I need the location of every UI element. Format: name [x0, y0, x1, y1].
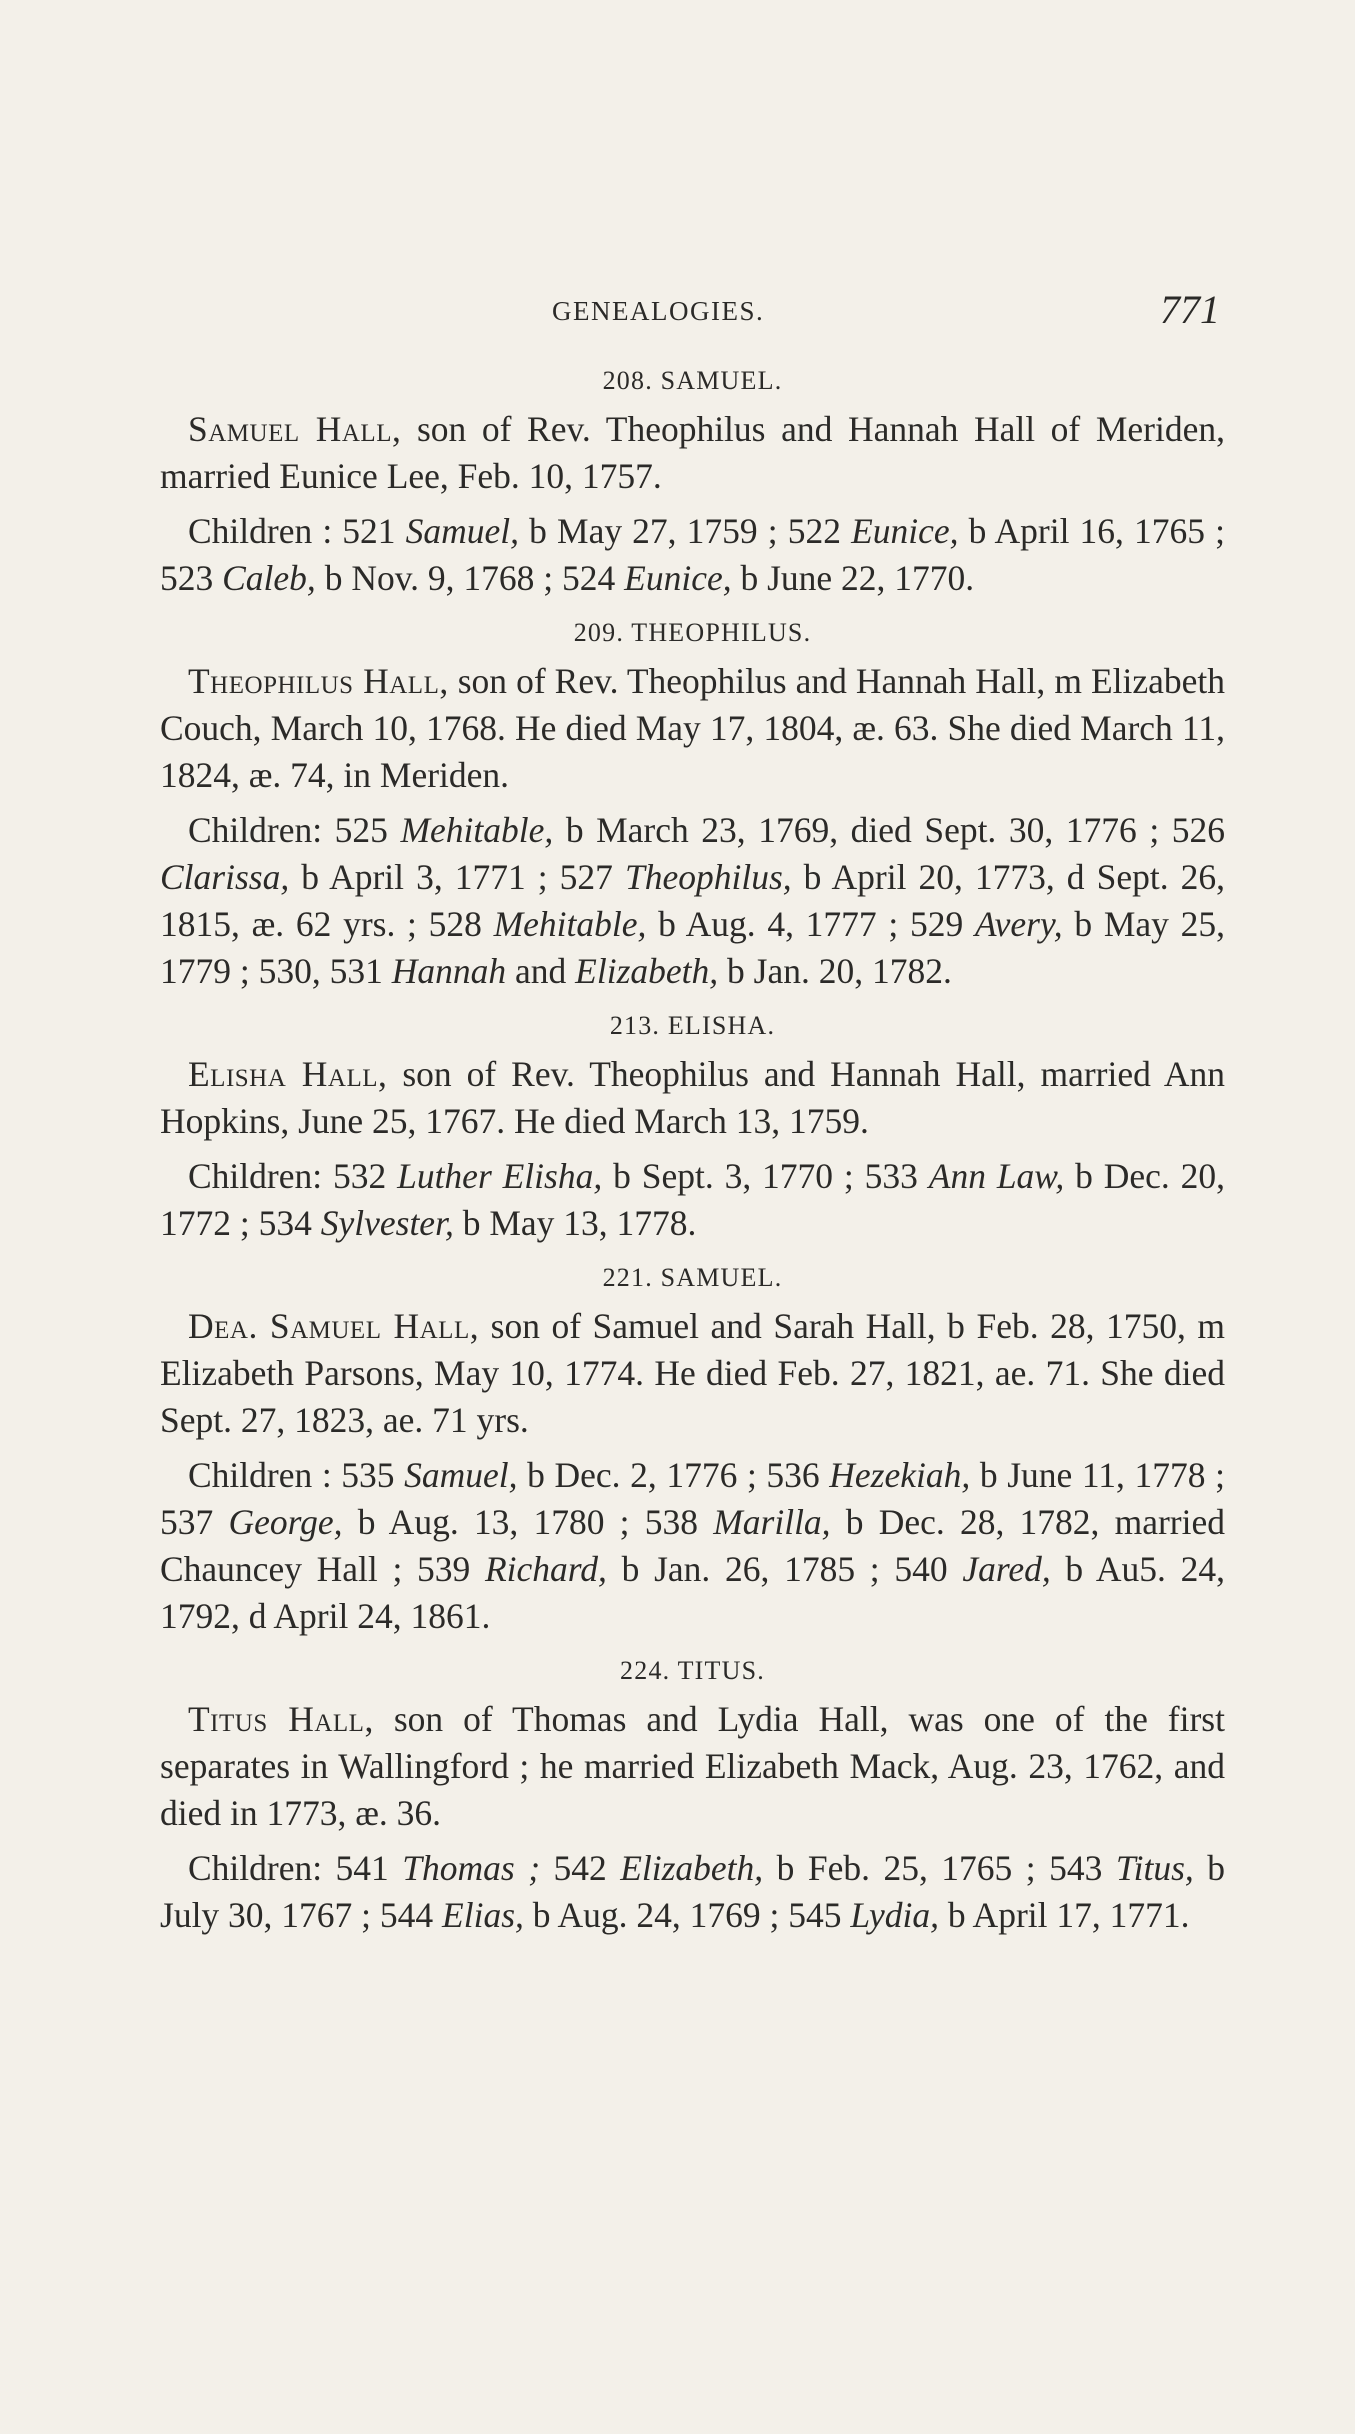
running-title: GENEALOGIES.	[552, 296, 765, 326]
children-list	[160, 807, 1225, 995]
children-text: b March 23, 1769, died Sept. 30, 1776 ; 526	[553, 810, 1225, 850]
entry-heading: 213. ELISHA.	[609, 1011, 776, 1040]
children-text: b July 30, 1767 ; 544	[160, 1848, 1225, 1935]
child-name: Elizabeth,	[575, 951, 719, 991]
child-name: Elias,	[442, 1895, 524, 1935]
children-text: b May 13, 1778.	[453, 1203, 697, 1243]
children-text: b Au5. 24, 1792, d April 24, 1861.	[160, 1549, 1225, 1636]
children-text: b Jan. 26, 1785 ; 540	[606, 1549, 963, 1589]
children-text: Children: 541	[188, 1848, 403, 1888]
children-text: 542	[540, 1848, 621, 1888]
child-name: Mehitable,	[400, 810, 554, 850]
child-name: Sylvester,	[320, 1203, 454, 1243]
child-name: Titus,	[1115, 1848, 1194, 1888]
entry-213-elisha	[160, 1003, 1225, 1247]
child-name: Elizabeth,	[620, 1848, 764, 1888]
entry-221-samuel	[160, 1255, 1225, 1640]
children-text: b Jan. 20, 1782.	[718, 951, 952, 991]
children-text: b April 3, 1771 ; 527	[289, 857, 625, 897]
entry-224-titus	[160, 1648, 1225, 1939]
description-text: son of Rev. Theophilus and Hannah Hall of Meriden, married Eunice Lee, Feb. 10, 1757.	[160, 409, 1225, 496]
description-text: son of Samuel and Sarah Hall, b Feb. 28, 1750, m Elizabeth Parsons, May 10, 1774. He died Feb. 27, 1821, ae. 71. She died Sept. 27, 1823, ae. 71 yrs.	[160, 1306, 1225, 1440]
children-text: b Nov. 9, 1768 ; 524	[315, 558, 625, 598]
children-text: b Dec. 2, 1776 ; 536	[517, 1455, 830, 1495]
children-text: b June 22, 1770.	[731, 558, 975, 598]
children-text: b April 17, 1771.	[939, 1895, 1190, 1935]
description-text: son of Rev. Theophilus and Hannah Hall, married Ann Hopkins, June 25, 1767. He died March 13, 1759.	[160, 1054, 1225, 1141]
child-name: George,	[228, 1502, 343, 1542]
child-name: Lydia,	[850, 1895, 940, 1935]
children-list	[160, 508, 1225, 602]
children-text: Children : 521	[188, 511, 406, 551]
entry-heading: 224. TITUS.	[620, 1656, 765, 1685]
person-name: Samuel Hall,	[188, 409, 402, 449]
person-name: Elisha Hall,	[188, 1054, 388, 1094]
child-name: Theophilus,	[624, 857, 792, 897]
genealogy-content	[160, 358, 1225, 1947]
description-text: son of Thomas and Lydia Hall, was one of the first separates in Wallingford ; he married Elizabeth Mack, Aug. 23, 1762, and died in 1773, æ. 36.	[160, 1699, 1225, 1833]
children-text: and	[506, 951, 576, 991]
page-number: 771	[1160, 287, 1220, 332]
child-name: Ann Law,	[928, 1156, 1065, 1196]
children-list	[160, 1153, 1225, 1247]
child-name: Samuel,	[404, 1455, 518, 1495]
entry-description	[160, 1696, 1225, 1837]
entry-description	[160, 1051, 1225, 1145]
child-name: Samuel,	[405, 511, 520, 551]
children-text: b April 20, 1773, d Sept. 26, 1815, æ. 62 yrs. ; 528	[160, 857, 1225, 944]
children-text: b Aug. 4, 1777 ; 529	[646, 904, 975, 944]
child-name: Avery,	[974, 904, 1063, 944]
children-text: b Sept. 3, 1770 ; 533	[602, 1156, 929, 1196]
children-text: b May 25, 1779 ; 530, 531	[160, 904, 1225, 991]
children-text: Children : 535	[188, 1455, 405, 1495]
child-name: Clarissa,	[160, 857, 290, 897]
children-text: b Dec. 20, 1772 ; 534	[160, 1156, 1225, 1243]
entry-heading: 208. SAMUEL.	[602, 366, 783, 395]
children-text: b Feb. 25, 1765 ; 543	[763, 1848, 1116, 1888]
entry-208-samuel	[160, 358, 1225, 602]
entry-description	[160, 406, 1225, 500]
children-text: b Aug. 24, 1769 ; 545	[523, 1895, 851, 1935]
child-name: Luther Elisha,	[397, 1156, 603, 1196]
children-list	[160, 1452, 1225, 1640]
children-text: Children: 525	[188, 810, 401, 850]
child-name: Eunice,	[624, 558, 732, 598]
children-text: b Aug. 13, 1780 ; 538	[342, 1502, 714, 1542]
child-name: Richard,	[485, 1549, 607, 1589]
children-text: Children: 532	[188, 1156, 398, 1196]
entry-heading: 209. THEOPHILUS.	[573, 618, 812, 647]
child-name: Hezekiah,	[829, 1455, 971, 1495]
child-name: Eunice,	[851, 511, 959, 551]
child-name: Thomas ;	[402, 1848, 541, 1888]
running-head	[160, 288, 1220, 348]
entry-heading: 221. SAMUEL.	[602, 1263, 783, 1292]
child-name: Hannah	[391, 951, 507, 991]
child-name: Mehitable,	[493, 904, 647, 944]
person-name: Dea. Samuel Hall,	[188, 1306, 480, 1346]
children-list	[160, 1845, 1225, 1939]
person-name: Theophilus Hall,	[188, 661, 449, 701]
child-name: Jared,	[962, 1549, 1051, 1589]
person-name: Titus Hall,	[188, 1699, 374, 1739]
description-text: son of Rev. Theophilus and Hannah Hall, m Elizabeth Couch, March 10, 1768. He died May 17, 1804, æ. 63. She died March 11, 1824, æ. 74, in Meriden.	[160, 661, 1225, 795]
entry-209-theophilus	[160, 610, 1225, 995]
children-text: b May 27, 1759 ; 522	[519, 511, 852, 551]
children-text: b April 16, 1765 ; 523	[160, 511, 1225, 598]
entry-description	[160, 1303, 1225, 1444]
child-name: Marilla,	[713, 1502, 831, 1542]
children-text: b Dec. 28, 1782, married Chauncey Hall ; 539	[160, 1502, 1225, 1589]
entry-description	[160, 658, 1225, 799]
children-text: b June 11, 1778 ; 537	[160, 1455, 1225, 1542]
child-name: Caleb,	[222, 558, 316, 598]
